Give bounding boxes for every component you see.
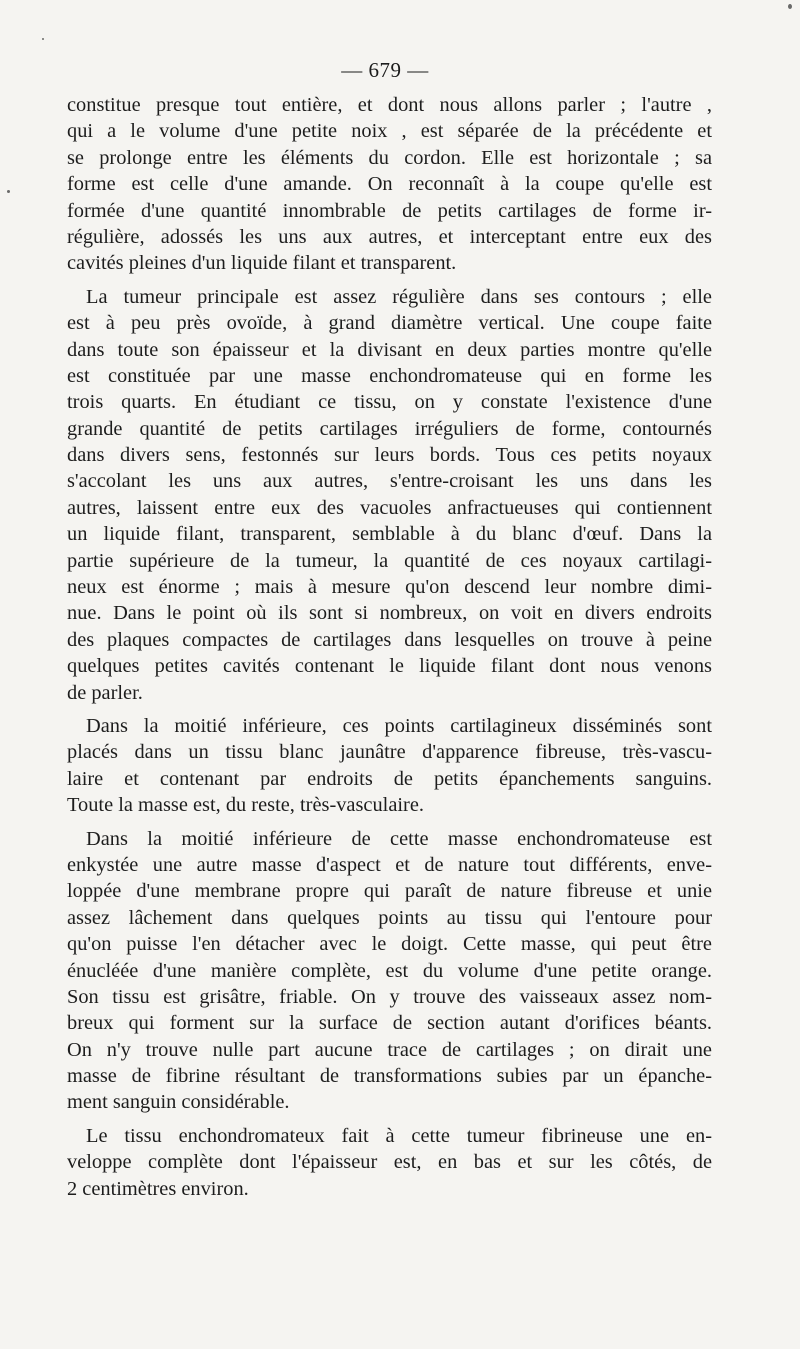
text-line: Dans la moitié inférieure de cette masse enchondromateuse est: [86, 827, 712, 850]
text-line: On n'y trouve nulle part aucune trace de cartilages ; on dirait une: [67, 1038, 712, 1061]
text-line: trois quarts. En étudiant ce tissu, on y constate l'existence d'une: [67, 391, 712, 414]
text-line: de parler.: [67, 681, 143, 704]
paragraph-4: [67, 826, 712, 1116]
text-line: Toute la masse est, du reste, très-vasculaire.: [67, 794, 424, 817]
text-line: qu'on puisse l'en détacher avec le doigt. Cette masse, qui peut être: [67, 933, 712, 956]
text-line: partie supérieure de la tumeur, la quantité de ces noyaux cartilagi-: [67, 549, 712, 572]
text-line: loppée d'une membrane propre qui paraît de nature fibreuse et unie: [67, 880, 712, 903]
text-line: La tumeur principale est assez régulière dans ses contours ; elle: [86, 285, 712, 308]
scan-speck: [788, 4, 792, 9]
text-line: placés dans un tissu blanc jaunâtre d'apparence fibreuse, très-vascu-: [67, 741, 712, 764]
text-line: quelques petites cavités contenant le liquide filant dont nous venons: [67, 655, 712, 678]
text-line: énucléée d'une manière complète, est du volume d'une petite orange.: [67, 959, 712, 982]
text-line: breux qui forment sur la surface de section autant d'orifices béants.: [67, 1012, 712, 1035]
scan-speck: [42, 38, 44, 40]
paragraph-5: [67, 1123, 712, 1202]
text-line: dans divers sens, festonnés sur leurs bords. Tous ces petits noyaux: [67, 444, 712, 467]
text-line: Dans la moitié inférieure, ces points cartilagineux disséminés sont: [86, 714, 712, 737]
body-text: [67, 92, 712, 1202]
text-line: laire et contenant par endroits de petits épanchements sanguins.: [67, 767, 712, 790]
text-line: un liquide filant, transparent, semblable à du blanc d'œuf. Dans la: [67, 523, 712, 546]
text-line: est à peu près ovoïde, à grand diamètre vertical. Une coupe faite: [67, 312, 712, 335]
text-line: formée d'une quantité innombrable de petits cartilages de forme ir-: [67, 199, 712, 222]
text-line: enkystée une autre masse d'aspect et de nature tout différents, enve-: [67, 853, 712, 876]
text-line: est constituée par une masse enchondromateuse qui en forme les: [67, 364, 712, 387]
text-line: grande quantité de petits cartilages irréguliers de forme, contournés: [67, 417, 712, 440]
text-line: régulière, adossés les uns aux autres, et interceptant entre eux des: [67, 225, 712, 248]
text-line: Son tissu est grisâtre, friable. On y trouve des vaisseaux assez nom-: [67, 985, 712, 1008]
text-line: masse de fibrine résultant de transformations subies par un épanche-: [67, 1065, 712, 1088]
text-line: s'accolant les uns aux autres, s'entre-croisant les uns dans les: [67, 470, 712, 493]
paragraph-3: [67, 713, 712, 819]
text-line: nue. Dans le point où ils sont si nombreux, on voit en divers endroits: [67, 602, 712, 625]
text-line: forme est celle d'une amande. On reconnaît à la coupe qu'elle est: [67, 173, 712, 196]
text-line: veloppe complète dont l'épaisseur est, en bas et sur les côtés, de: [67, 1151, 712, 1174]
text-line: qui a le volume d'une petite noix , est séparée de la précédente et: [67, 120, 712, 143]
paragraph-1: [67, 92, 712, 277]
text-line: cavités pleines d'un liquide filant et transparent.: [67, 252, 457, 275]
text-line: des plaques compactes de cartilages dans lesquelles on trouve à peine: [67, 628, 712, 651]
scan-speck: [7, 190, 10, 193]
text-line: neux est énorme ; mais à mesure qu'on descend leur nombre dimi-: [67, 576, 712, 599]
text-line: assez lâchement dans quelques points au tissu qui l'entoure pour: [67, 906, 712, 929]
paragraph-2: [67, 284, 712, 706]
text-line: constitue presque tout entière, et dont nous allons parler ; l'autre ,: [67, 94, 712, 116]
text-line: ment sanguin considérable.: [67, 1091, 290, 1114]
text-line: dans toute son épaisseur et la divisant en deux parties montre qu'elle: [67, 338, 712, 361]
text-line: Le tissu enchondromateux fait à cette tumeur fibrineuse une en-: [86, 1124, 712, 1147]
text-line: 2 centimètres environ.: [67, 1177, 249, 1200]
page-number: — 679 —: [341, 58, 429, 82]
text-line: se prolonge entre les éléments du cordon. Elle est horizontale ; sa: [67, 146, 712, 169]
text-line: autres, laissent entre eux des vacuoles anfractueuses qui contiennent: [67, 496, 712, 519]
